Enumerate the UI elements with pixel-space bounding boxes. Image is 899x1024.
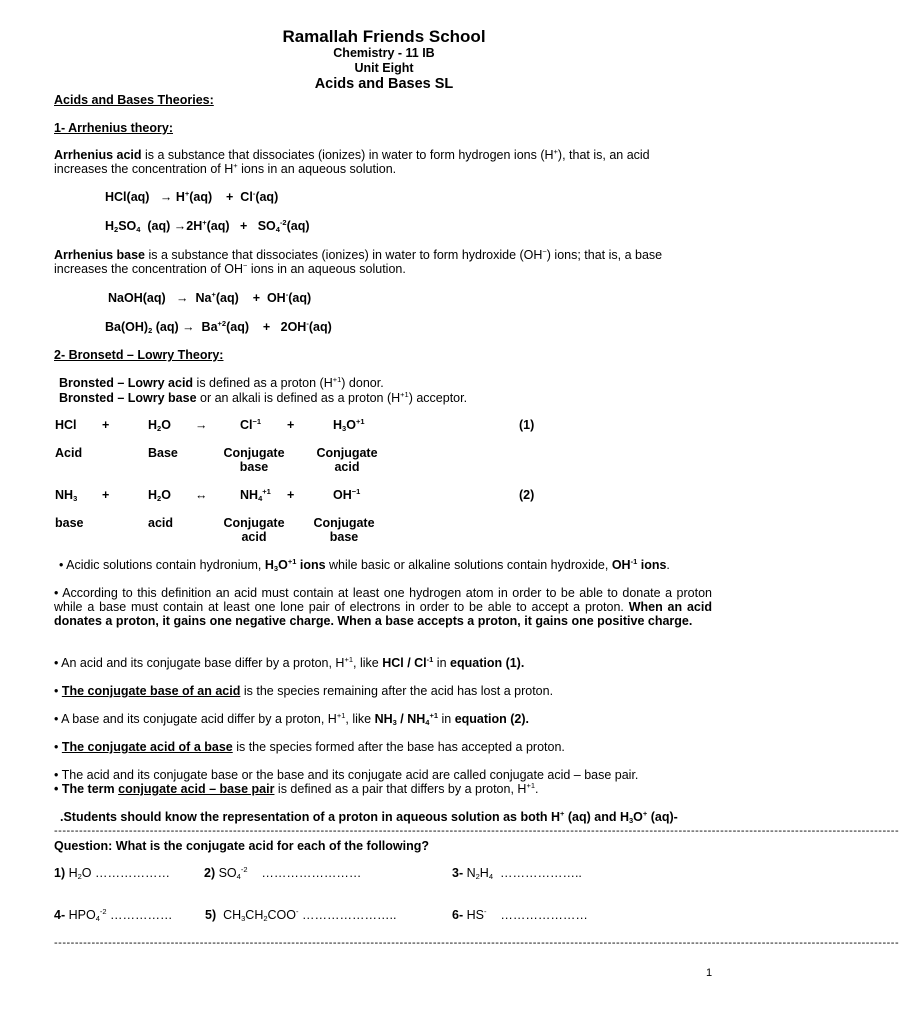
separator-line-1: -----------------------------------------------------------------------------------------------------------------------------------------------------------------------------------------------------------	[54, 825, 899, 837]
bullet-definition: • According to this definition an acid must contain at least one hydrogen atom in order to be able to donate a proton while a base must contain at least one lone pair of electrons in order to be able to accept a proton. When an acid donates a proton, it gains one negative charge. When a base accepts a proton, it gains one positive charge.	[54, 586, 712, 628]
question-item-2: 2) $SO_4^{-2}$ ……………………	[204, 865, 362, 881]
bronsted-acid-definition: Bronsted – Lowry acid is defined as a proton $(H^{+1})$ donor.	[59, 375, 384, 390]
arrhenius-heading: 1- Arrhenius theory:	[54, 121, 174, 135]
course-title: Chemistry - 11 IB	[333, 46, 435, 60]
bullet-acid-base-pair: • The acid and its conjugate base or the base and its conjugate acid are called conjugate acid – base pair.	[54, 768, 639, 782]
question-item-4: 4- $HPO_4^{-2}$ ……………	[54, 907, 173, 923]
bullet-conjugate-base-def: • The conjugate base of an acid is the species remaining after the acid has lost a proton.	[54, 684, 554, 698]
equation-number-1: (1)	[519, 418, 535, 432]
equation-baoh2: $Ba(OH)_2$ $(aq) \to Ba^{+2}(aq)$ + 2OH-(aq)	[105, 319, 332, 335]
equation-naoh: NaOH(aq) → Na+(aq) + OH-(aq)	[108, 290, 312, 305]
topic-title: Acids and Bases SL	[314, 76, 454, 92]
equation-number-2: (2)	[519, 488, 535, 502]
bullet-hydronium: • Acidic solutions contain hydronium, $H_3O^{+1}$ ions while basic or alkaline solutions contain hydroxide, $OH^{-1}$ ions.	[59, 557, 670, 573]
student-note: .Students should know the representation of a proton in aqueous solution as both H+ (aq) and $H_3O^+$ (aq)-	[60, 809, 678, 825]
question-text: Question: What is the conjugate acid for each of the following?	[54, 839, 430, 853]
separator-line-2: -----------------------------------------------------------------------------------------------------------------------------------------------------------------------------------------------------------	[54, 937, 899, 949]
bronsted-base-definition: Bronsted – Lowry base or an alkali is defined as a proton $(H^{+1})$ acceptor.	[59, 390, 468, 405]
arrhenius-base-definition: Arrhenius base is a substance that dissociates (ionizes) in water to form hydroxide (OH−) ions; that is, a base increases the concentration of OH− ions in an aqueous solution.	[54, 247, 663, 276]
question-item-3: 3- $N_2H_4$ ………………..	[452, 866, 582, 881]
equation-hcl: HCl(aq) → H+(aq) + Cl-(aq)	[105, 189, 279, 204]
school-title: Ramallah Friends School	[282, 27, 486, 46]
bronsted-heading: 2- Bronsetd – Lowry Theory:	[54, 348, 224, 362]
question-item-6: 6- HS- …………………	[452, 907, 588, 922]
question-item-1: 1) $H_2O$ ………………	[54, 866, 170, 881]
bullet-term-pair: • The term conjugate acid – base pair is defined as a pair that differs by a proton, $H^{+1}$.	[54, 781, 539, 796]
bullet-conjugate-acid-diff: • A base and its conjugate acid differ by a proton, $H^{+1}$, like $NH_3 / NH_4^{+1}$ in equation (2).	[54, 711, 530, 727]
arrhenius-acid-definition: Arrhenius acid is a substance that dissociates (ionizes) in water to form hydrogen ions (H+), that is, an acid increases the concentration of H+ ions in an aqueous solution.	[54, 147, 650, 176]
bullet-conjugate-base-diff: • An acid and its conjugate base differ by a proton, $H^{+1}$, like HCl / $Cl^{-1}$ in equation (1).	[54, 655, 525, 670]
bullet-conjugate-acid-def: • The conjugate acid of a base is the species formed after the base has accepted a proton.	[54, 740, 565, 754]
section-title: Acids and Bases Theories:	[54, 93, 214, 107]
page-number: 1	[706, 967, 713, 979]
question-item-5: 5) $CH_3CH_2COO^-$ …………………..	[205, 907, 397, 923]
unit-title: Unit Eight	[354, 61, 414, 75]
equation-h2so4: $H_2SO_4$ $(aq) \to 2H^+(aq) + SO_4^{-2}(aq)$	[105, 218, 310, 234]
